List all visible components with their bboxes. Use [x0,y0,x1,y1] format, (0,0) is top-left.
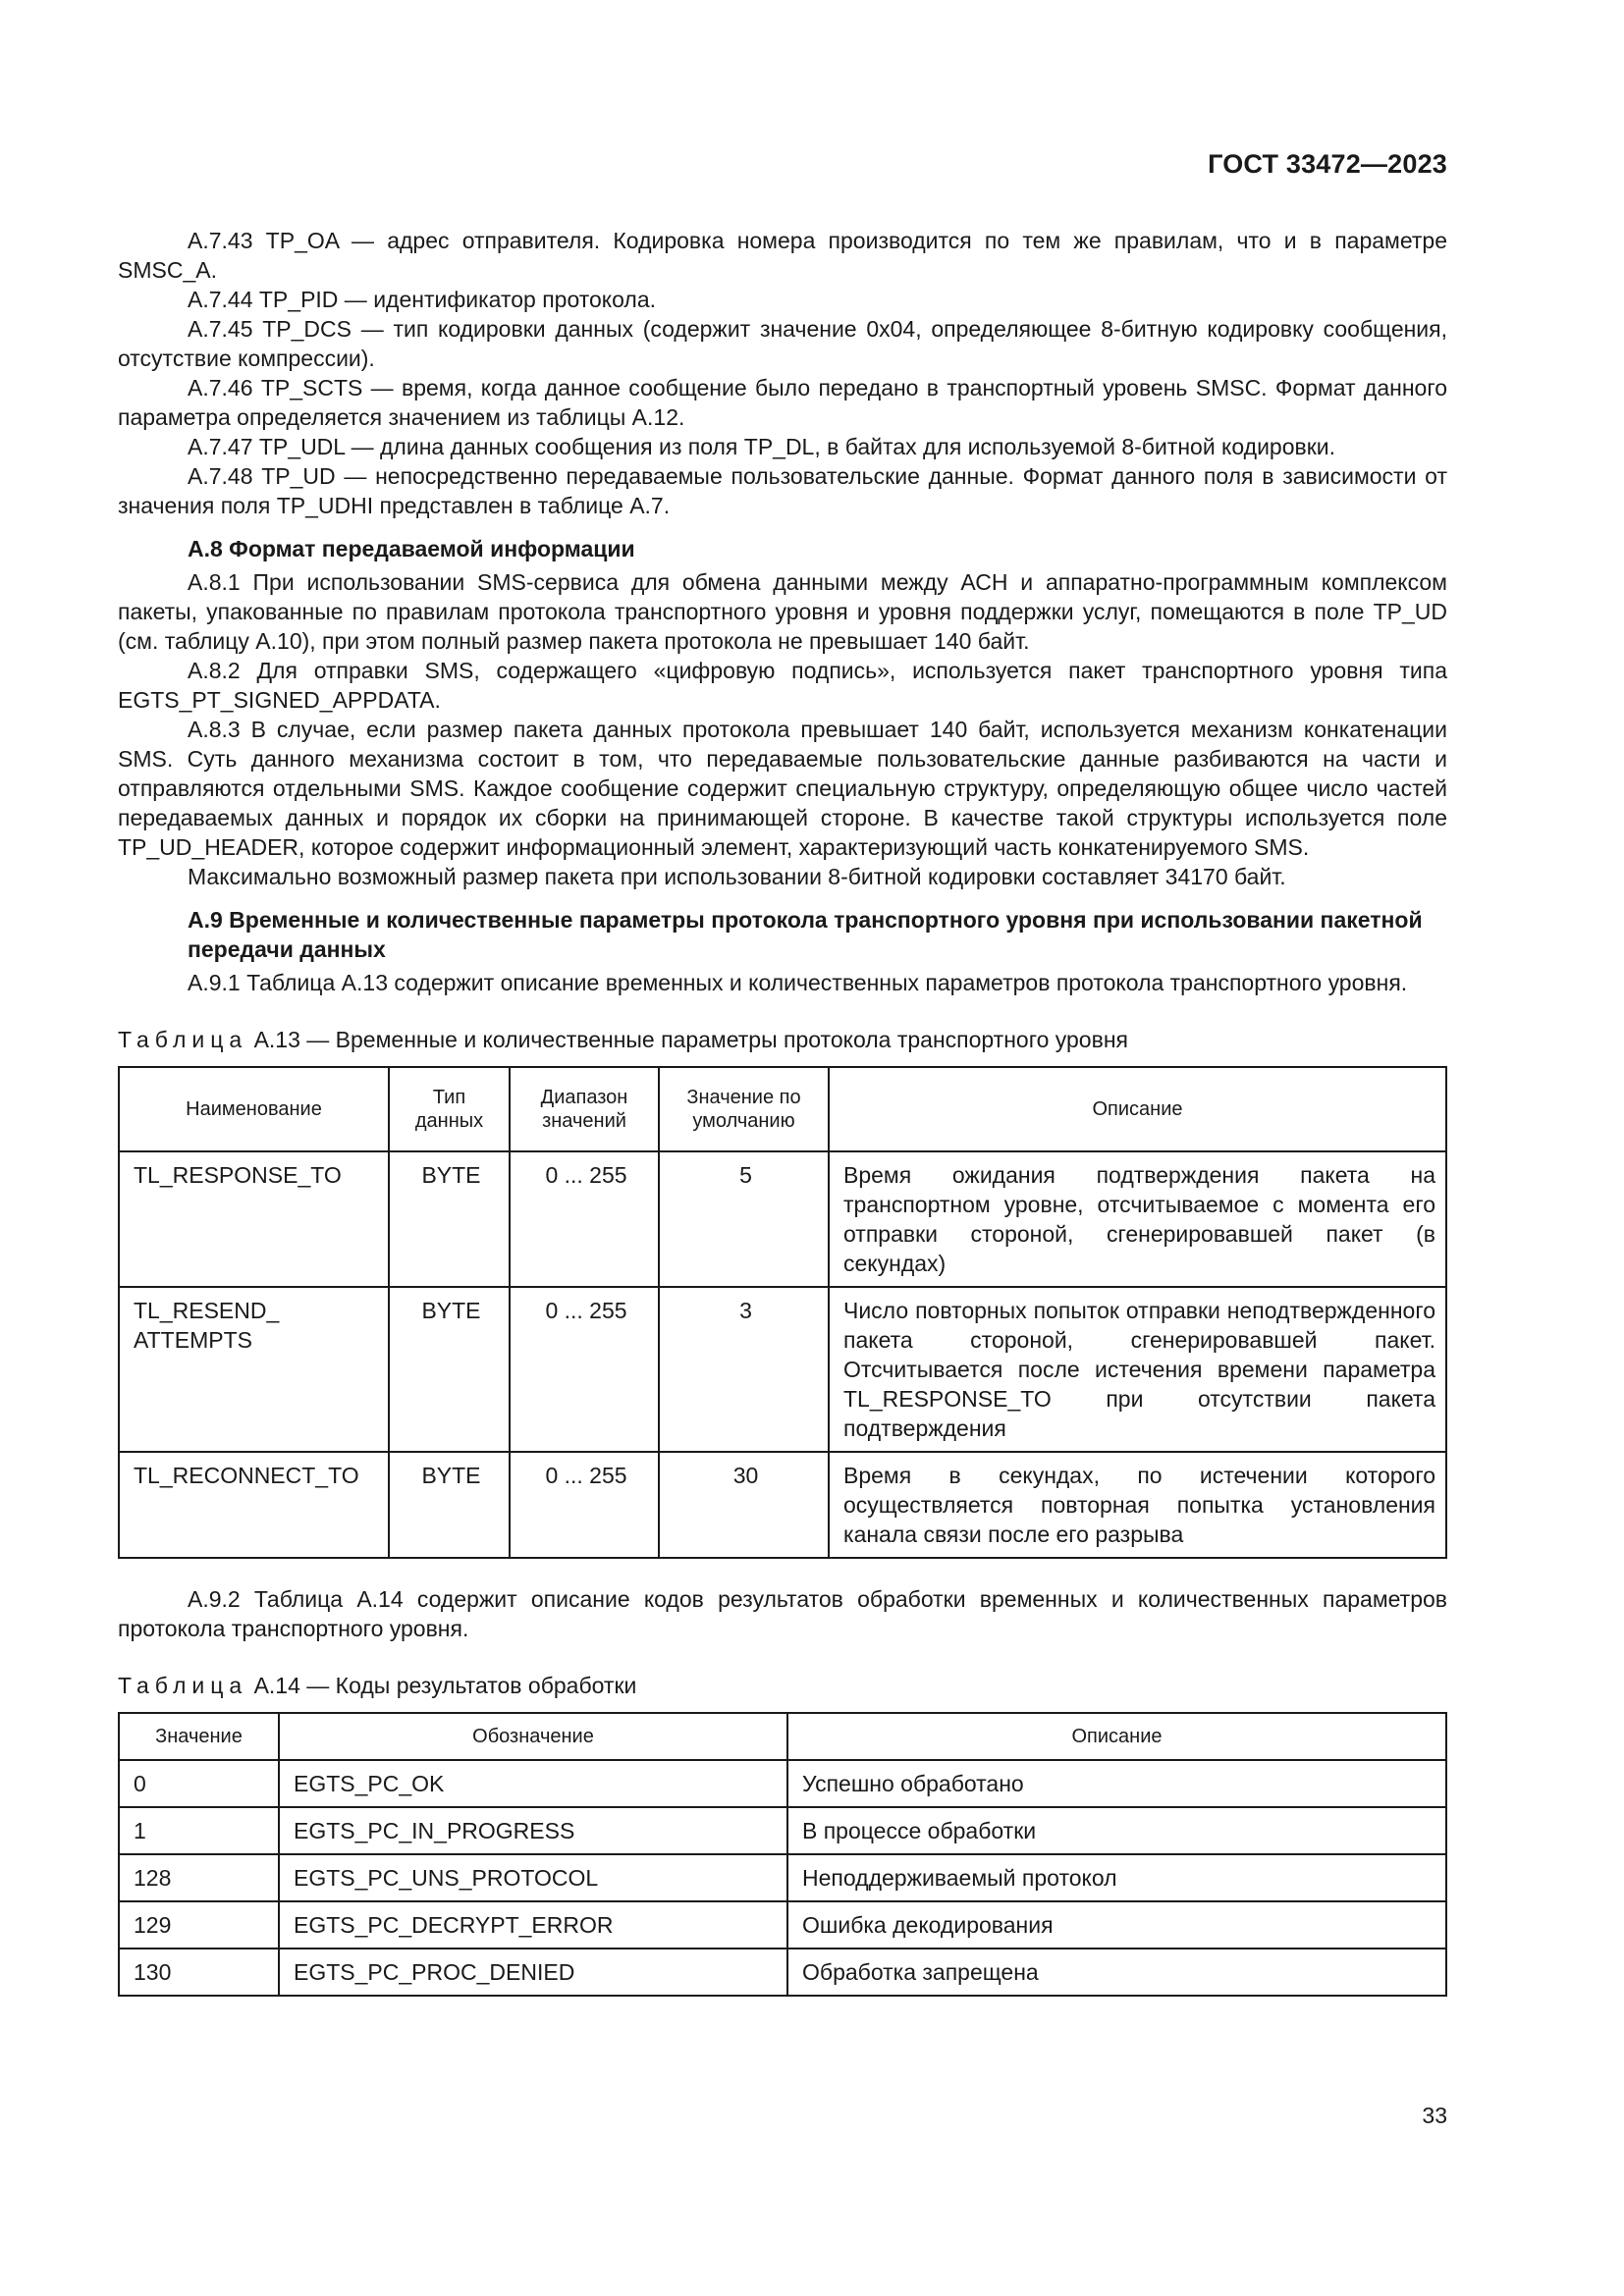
heading-a8: А.8 Формат передаваемой информации [188,536,635,561]
paragraph-a7-45: А.7.45 TP_DCS — тип кодировки данных (содержит значение 0x04, определяющее 8-битную кодировку сообщения, отсутствие компрессии). [118,316,1447,371]
table-a14-cell-description: Ошибка декодирования [787,1901,1446,1949]
table-a13 [118,1066,1447,1559]
table-a13-header-default: Значение по умолчанию [659,1067,829,1151]
table-a13-cell-type: BYTE [389,1452,510,1558]
table-row [119,1287,1446,1452]
table-row [119,1807,1446,1854]
table-a14-cell-designation: EGTS_PC_UNS_PROTOCOL [279,1854,787,1901]
table-a13-cell-description: Время в секундах, по истечении которого осуществляется повторная попытка установления канала связи после его разрыва [829,1452,1446,1558]
table-a13-header-name: Наименование [119,1067,389,1151]
table-a14-cell-designation: EGTS_PC_IN_PROGRESS [279,1807,787,1854]
table-a13-cell-range: 0 ... 255 [510,1287,659,1452]
table-row [119,1760,1446,1807]
paragraph-a9-2: А.9.2 Таблица А.14 содержит описание кодов результатов обработки временных и количественных параметров протокола транспортного уровня. [118,1586,1447,1641]
table-a14-caption-title: А.14 — Коды результатов обработки [253,1673,637,1698]
page-content [118,226,1447,1997]
table-row [119,1151,1446,1287]
paragraph-a7-46: А.7.46 TP_SCTS — время, когда данное сообщение было передано в транспортный уровень SMSC. Формат данного параметра определяется значением из таблицы А.12. [118,375,1447,430]
table-a13-cell-name: TL_RECONNECT_TO [119,1452,389,1558]
paragraph-a8-3: А.8.3 В случае, если размер пакета данных протокола превышает 140 байт, используется механизм конкатенации SMS. Суть данного механизма состоит в том, что передаваемые пользовательские данные разбиваются на части и отправляются отдельными SMS. Каждое сообщение содержит специальную структуру, определяющую общее число частей передаваемых данных и порядок их сборки на принимающей стороне. В качестве такой структуры используется поле TP_UD_HEADER, которое содержит информационный элемент, характеризующий часть конкатенируемого SMS. [118,717,1447,860]
table-a13-header-row [119,1067,1446,1151]
table-a14-cell-description: В процессе обработки [787,1807,1446,1854]
table-a14-caption [118,1671,1447,1700]
paragraph-a8-2: А.8.2 Для отправки SMS, содержащего «цифровую подпись», используется пакет транспортного уровня типа EGTS_PT_SIGNED_APPDATA. [118,658,1447,713]
table-a13-header-range: Диапазон значений [510,1067,659,1151]
table-row [119,1452,1446,1558]
heading-a9: А.9 Временные и количественные параметры протокола транспортного уровня при использовании пакетной передачи данных [188,907,1423,962]
table-a14-header-designation: Обозначение [279,1713,787,1760]
table-a14-cell-value: 1 [119,1807,279,1854]
table-a14-cell-description: Обработка запрещена [787,1949,1446,1996]
table-a13-cell-name: TL_RESEND_ ATTEMPTS [119,1287,389,1452]
table-a13-caption [118,1025,1447,1054]
table-a13-caption-title: А.13 — Временные и количественные параметры протокола транспортного уровня [253,1027,1128,1052]
table-a13-cell-description: Время ожидания подтверждения пакета на транспортном уровне, отсчитываемое с момента его отправки стороной, сгенерировавшей пакет (в секундах) [829,1151,1446,1287]
table-a14-header-value: Значение [119,1713,279,1760]
table-a13-cell-type: BYTE [389,1151,510,1287]
table-a14-cell-designation: EGTS_PC_OK [279,1760,787,1807]
table-a13-header-type: Тип данных [389,1067,510,1151]
paragraph-a7-48: А.7.48 TP_UD — непосредственно передаваемые пользовательские данные. Формат данного поля в зависимости от значения поля TP_UDHI представлен в таблице А.7. [118,463,1447,518]
paragraph-a7-44: А.7.44 TP_PID — идентификатор протокола. [188,287,657,312]
table-a14-cell-value: 130 [119,1949,279,1996]
table-a13-cell-range: 0 ... 255 [510,1452,659,1558]
table-row [119,1949,1446,1996]
table-a13-cell-default: 30 [659,1452,829,1558]
table-a14-cell-value: 128 [119,1854,279,1901]
table-a14-cell-designation: EGTS_PC_PROC_DENIED [279,1949,787,1996]
table-row [119,1901,1446,1949]
table-a13-cell-type: BYTE [389,1287,510,1452]
paragraph-a7-47: А.7.47 TP_UDL — длина данных сообщения из поля TP_DL, в байтах для используемой 8-битной кодировки. [188,434,1336,459]
table-a14-caption-word: Таблица [118,1673,248,1698]
table-a14-cell-description: Успешно обработано [787,1760,1446,1807]
paragraph-a8-1: А.8.1 При использовании SMS-сервиса для обмена данными между АСН и аппаратно-программным комплексом пакеты, упакованные по правилам протокола транспортного уровня и уровня поддержки услуг, помещаются в поле TP_UD (см. таблицу А.10), при этом полный размер пакета протокола не превышает 140 байт. [118,569,1447,654]
table-a14-cell-designation: EGTS_PC_DECRYPT_ERROR [279,1901,787,1949]
table-a14-cell-value: 129 [119,1901,279,1949]
table-a14-cell-description: Неподдерживаемый протокол [787,1854,1446,1901]
page-number: 33 [1422,2103,1447,2128]
table-a14-cell-value: 0 [119,1760,279,1807]
paragraph-a9-1: А.9.1 Таблица А.13 содержит описание временных и количественных параметров протокола транспортного уровня. [188,970,1408,995]
table-a14 [118,1712,1447,1997]
table-a14-header-row [119,1713,1446,1760]
table-a13-cell-range: 0 ... 255 [510,1151,659,1287]
table-a13-cell-default: 3 [659,1287,829,1452]
table-a13-caption-word: Таблица [118,1027,248,1052]
table-a13-header-description: Описание [829,1067,1446,1151]
table-a13-cell-default: 5 [659,1151,829,1287]
table-a14-header-description: Описание [787,1713,1446,1760]
paragraph-a7-43: А.7.43 TP_OA — адрес отправителя. Кодировка номера производится по тем же правилам, что и в параметре SMSC_A. [118,228,1447,283]
document-id-header: ГОСТ 33472—2023 [1208,149,1447,179]
table-a13-cell-description: Число повторных попыток отправки неподтвержденного пакета стороной, сгенерировавшей пакет. Отсчитывается после истечения времени параметра TL_RESPONSE_TO при отсутствии пакета подтверждения [829,1287,1446,1452]
table-a13-cell-name: TL_RESPONSE_TO [119,1151,389,1287]
table-row [119,1854,1446,1901]
paragraph-a8-max-size: Максимально возможный размер пакета при использовании 8-битной кодировки составляет 34170 байт. [188,864,1286,889]
